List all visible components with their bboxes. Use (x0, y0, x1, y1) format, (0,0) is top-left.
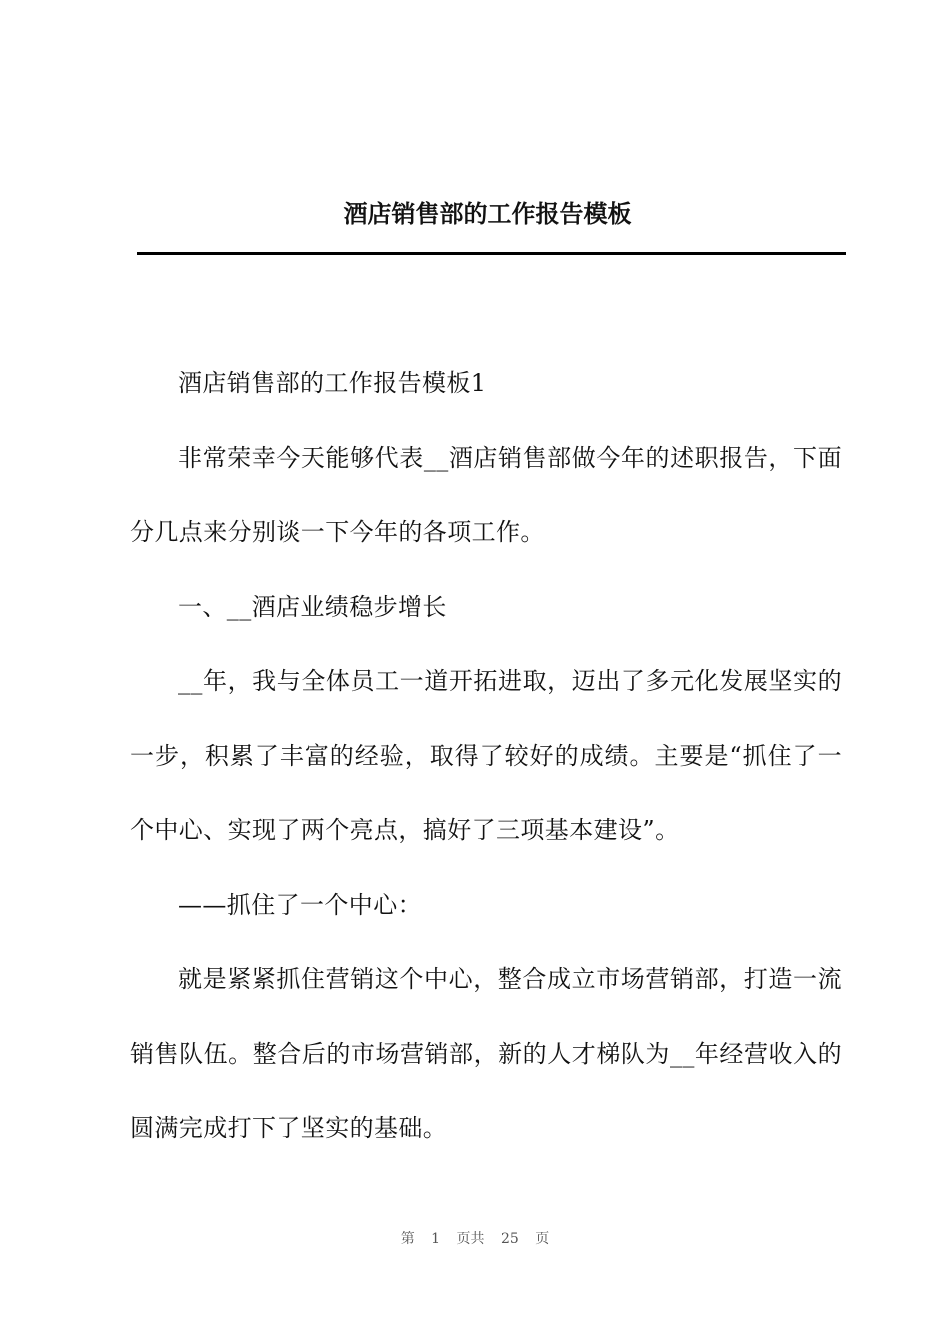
footer-prefix: 第 (400, 1231, 415, 1247)
page-footer (0, 1228, 950, 1248)
footer-middle: 页共 (456, 1231, 485, 1247)
document-title: 酒店销售部的工作报告模板 (343, 199, 632, 228)
title-underline-rule (137, 252, 846, 255)
footer-suffix: 页 (535, 1231, 550, 1247)
footer-page-number: 1 (431, 1231, 441, 1247)
subsection-heading: ——抓住了一个中心： (178, 890, 422, 919)
body-paragraph: 就是紧紧抓住营销这个中心，整合成立市场营销部，打造一流销售队伍。整合后的市场营销部，新的人才梯队为__年经营收入的圆满完成打下了坚实的基础。 (130, 965, 842, 1142)
document-body (130, 346, 842, 1166)
footer-total-pages: 25 (501, 1231, 519, 1247)
section-heading: 一、__酒店业绩稳步增长 (178, 592, 447, 621)
body-paragraph: __年，我与全体员工一道开拓进取，迈出了多元化发展坚实的一步，积累了丰富的经验，取得了较好的成绩。主要是“抓住了一个中心、实现了两个亮点，搞好了三项基本建设”。 (130, 667, 842, 844)
body-paragraph: 非常荣幸今天能够代表__酒店销售部做今年的述职报告，下面分几点来分别谈一下今年的各项工作。 (130, 443, 842, 546)
section-heading: 酒店销售部的工作报告模板1 (178, 369, 487, 397)
